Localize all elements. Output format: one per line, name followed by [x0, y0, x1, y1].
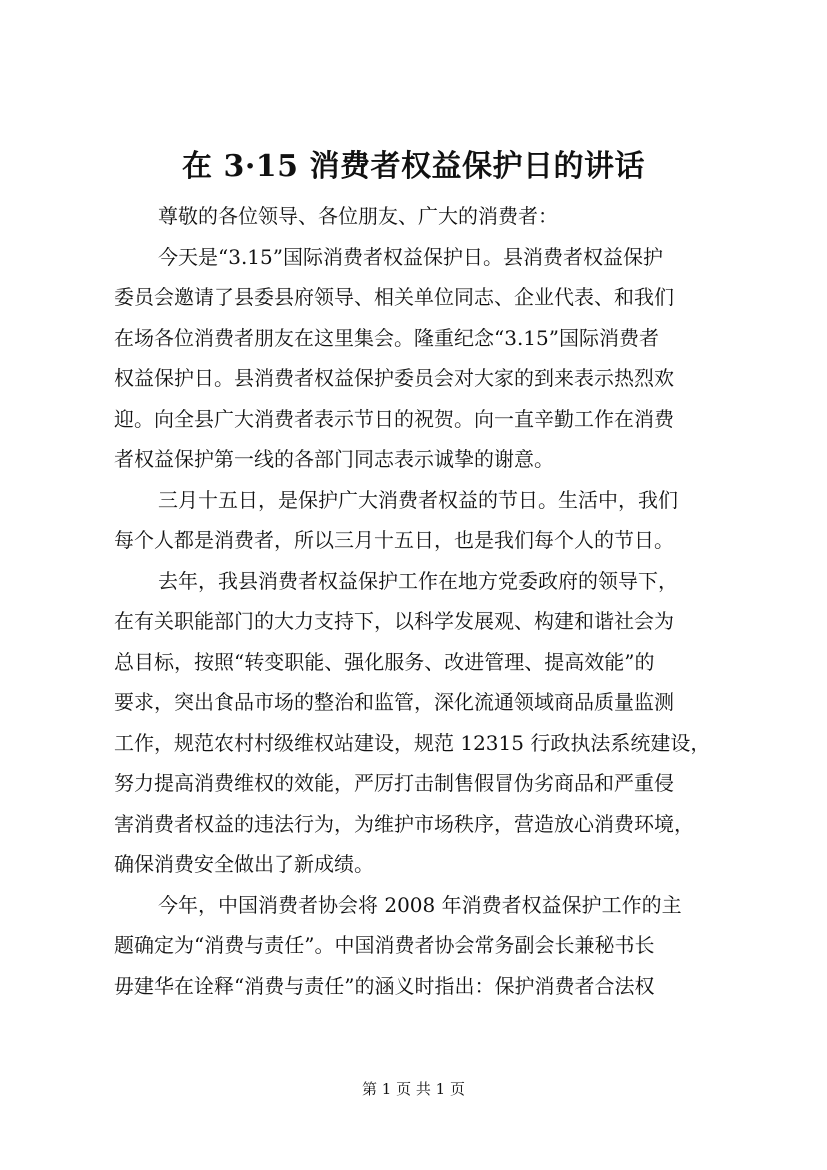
paragraph-line: 今天是“3.15”国际消费者权益保护日。县消费者权益保护	[158, 244, 663, 269]
document-body	[114, 196, 754, 1006]
paragraph-line: 每个人都是消费者，所以三月十五日，也是我们每个人的节日。	[114, 528, 674, 552]
paragraph-line: 去年，我县消费者权益保护工作在地方党委政府的领导下，	[158, 568, 678, 593]
paragraph-line: 迎。向全县广大消费者表示节日的祝贺。向一直辛勤工作在消费	[114, 406, 674, 431]
paragraph-line: 努力提高消费维权的效能，严厉打击制售假冒伪劣商品和严重侵	[114, 771, 674, 795]
paragraph-line: 在场各位消费者朋友在这里集会。隆重纪念“3.15”国际消费者	[114, 325, 659, 350]
document-title: 在 3·15 消费者权益保护日的讲话	[182, 149, 645, 184]
paragraph-line: 委员会邀请了县委县府领导、相关单位同志、企业代表、和我们	[114, 285, 674, 309]
paragraph-line: 题确定为“消费与责任”。中国消费者协会常务副会长兼秘书长	[114, 933, 655, 957]
paragraph-line: 尊敬的各位领导、各位朋友、广大的消费者：	[158, 204, 558, 228]
paragraph-line: 工作，规范农村村级维权站建设，规范 12315 行政执法系统建设，	[114, 730, 711, 755]
paragraph-line: 者权益保护第一线的各部门同志表示诚挚的谢意。	[114, 447, 554, 471]
paragraph-line: 总目标，按照“转变职能、强化服务、改进管理、提高效能”的	[114, 649, 655, 674]
paragraph-line: 在有关职能部门的大力支持下，以科学发展观、构建和谐社会为	[114, 609, 674, 633]
page-footer: 第 1 页 共 1 页	[362, 1080, 465, 1098]
paragraph-line: 今年，中国消费者协会将 2008 年消费者权益保护工作的主	[158, 892, 682, 917]
paragraph-line: 要求，突出食品市场的整治和监管，深化流通领域商品质量监测	[114, 690, 674, 714]
paragraph-line: 害消费者权益的违法行为，为维护市场秩序，营造放心消费环境，	[114, 811, 694, 836]
paragraph-line: 权益保护日。县消费者权益保护委员会对大家的到来表示热烈欢	[114, 366, 674, 390]
paragraph-line: 毋建华在诠释“消费与责任”的涵义时指出：保护消费者合法权	[114, 973, 655, 998]
paragraph-line: 确保消费安全做出了新成绩。	[114, 852, 374, 876]
paragraph-line: 三月十五日，是保护广大消费者权益的节日。生活中，我们	[158, 487, 678, 512]
